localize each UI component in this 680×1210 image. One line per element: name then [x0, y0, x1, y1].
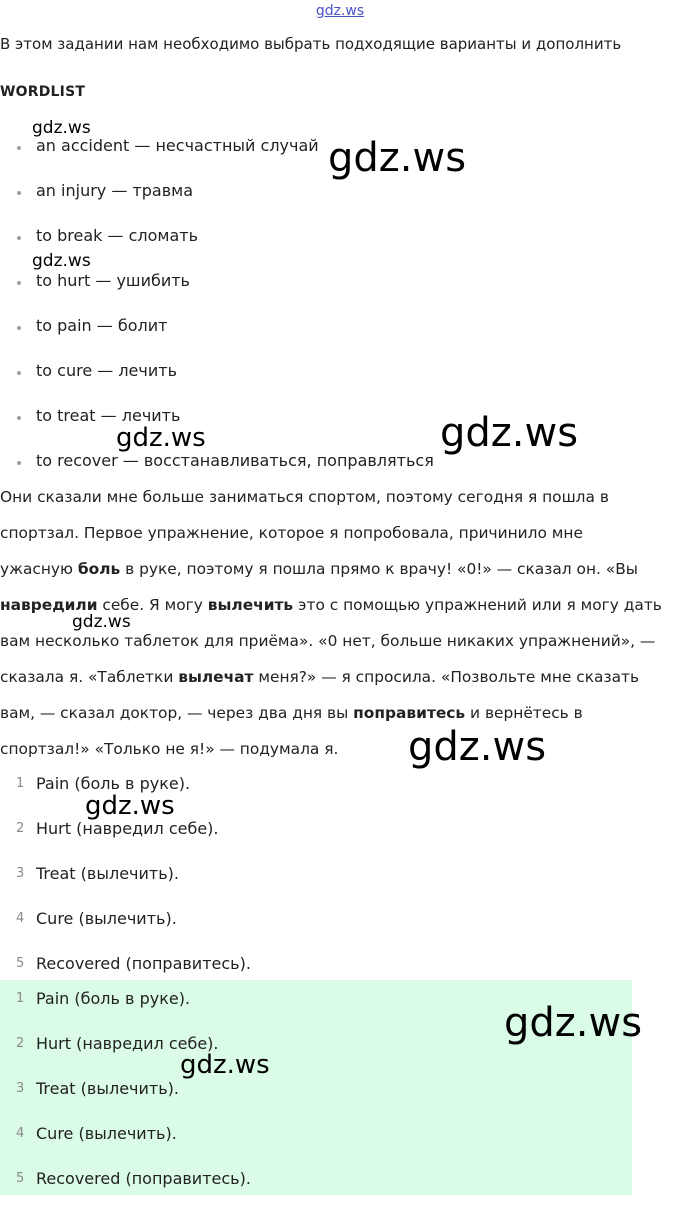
story-line: спортзал. Первое упражнение, которое я попробовала, причинило мне: [0, 524, 583, 542]
watermark: gdz.ws: [32, 118, 91, 138]
watermark: gdz.ws: [328, 135, 467, 181]
bullet-icon: [17, 191, 21, 195]
bullet-icon: [17, 146, 21, 150]
site-link[interactable]: gdz.ws: [315, 3, 365, 19]
intro-text: В этом задании нам необходимо выбрать подходящие варианты и дополнить: [0, 35, 622, 53]
bullet-icon: [17, 416, 21, 420]
bullet-icon: [17, 326, 21, 330]
story-line: Они сказали мне больше заниматься спортом, поэтому сегодня я пошла в: [0, 488, 609, 506]
story-line: навредили себе. Я могу вылечить это с помощью упражнений или я могу дать: [0, 596, 662, 614]
watermark: gdz.ws: [408, 724, 547, 770]
story-line: спортзал!» «Только не я!» — подумала я.: [0, 740, 339, 758]
bullet-icon: [17, 236, 21, 240]
watermark: gdz.ws: [32, 251, 91, 271]
watermark: gdz.ws: [72, 612, 131, 632]
bullet-icon: [17, 281, 21, 285]
wordlist-title: WORDLIST: [0, 84, 86, 100]
watermark: gdz.ws: [504, 1000, 643, 1046]
bullet-icon: [17, 461, 21, 465]
watermark: gdz.ws: [116, 423, 206, 453]
story-line: вам несколько таблеток для приёма». «0 нет, больше никаких упражнений», —: [0, 632, 656, 650]
story-line: ужасную боль в руке, поэтому я пошла прямо к врачу! «0!» — сказал он. «Вы: [0, 560, 638, 578]
story-line: сказала я. «Таблетки вылечат меня?» — я спросила. «Позвольте мне сказать: [0, 668, 640, 686]
watermark: gdz.ws: [85, 791, 175, 821]
story-line: вам, — сказал доктор, — через два дня вы поправитесь и вернётесь в: [0, 704, 583, 722]
bullet-icon: [17, 371, 21, 375]
watermark: gdz.ws: [180, 1050, 270, 1080]
watermark: gdz.ws: [440, 410, 579, 456]
